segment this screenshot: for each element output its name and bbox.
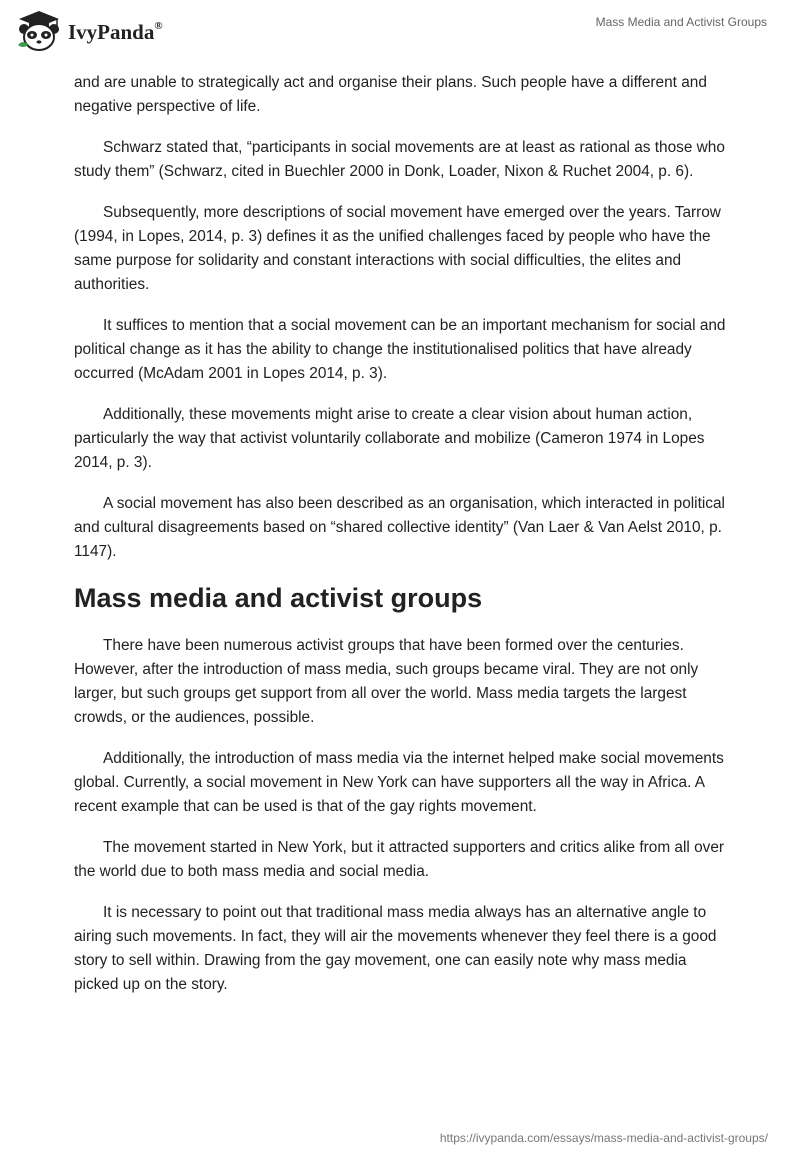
paragraph: A social movement has also been described as an organisation, which interacted in political and cultural disagreements based on “shared collective identity” (Van Laer & Van Aelst 2010, p. 1147). [74,495,725,560]
logo[interactable] [14,9,163,53]
article-body [74,71,734,1014]
paragraph: It suffices to mention that a social movement can be an important mechanism for social and political change as it has the ability to change the institutionalised politics that have already occurred (McAdam 2001 in Lopes 2014, p. 3). [74,317,726,382]
source-url-link[interactable]: https://ivypanda.com/essays/mass-media-and-activist-groups/ [439,1131,768,1145]
paragraph: It is necessary to point out that traditional mass media always has an alternative angle to airing such movements. In fact, they will air the movements whenever they feel there is a good story to sell within. Drawing from the gay movement, one can easily note why mass media picked up on the story. [74,904,717,993]
page-header [0,0,800,60]
paragraph: There have been numerous activist groups that have been formed over the centuries. However, after the introduction of mass media, such groups became viral. They are not only larger, but such groups get support from all over the world. Mass media targets the largest crowds, or the audiences, possible. [74,637,699,726]
paragraph: Additionally, the introduction of mass media via the internet helped make social movements global. Currently, a social movement in New York can have supporters all the way in Africa. A recent example that can be used is that of the gay rights movement. [74,750,724,815]
paragraph: Subsequently, more descriptions of social movement have emerged over the years. Tarrow (1994, in Lopes, 2014, p. 3) defines it as the unified challenges faced by people who have the same purpose for solidarity and constant interactions with social difficulties, the elites and authorities. [74,204,721,293]
document-title: Mass Media and Activist Groups [595,15,767,29]
paragraph: and are unable to strategically act and organise their plans. Such people have a different and negative perspective of life. [74,74,707,115]
paragraph: Additionally, these movements might arise to create a clear vision about human action, particularly the way that activist voluntarily collaborate and mobilize (Cameron 1974 in Lopes 2014, p. 3). [74,406,705,471]
paragraph: Schwarz stated that, “participants in social movements are at least as rational as those who study them” (Schwarz, cited in Buechler 2000 in Donk, Loader, Nixon & Ruchet 2004, p. 6). [74,139,725,180]
section-heading: Mass media and activist groups [74,583,483,613]
paragraph: The movement started in New York, but it attracted supporters and critics alike from all over the world due to both mass media and social media. [74,839,725,880]
panda-logo-icon [14,9,64,53]
logo-text: IvyPanda® [68,19,163,44]
